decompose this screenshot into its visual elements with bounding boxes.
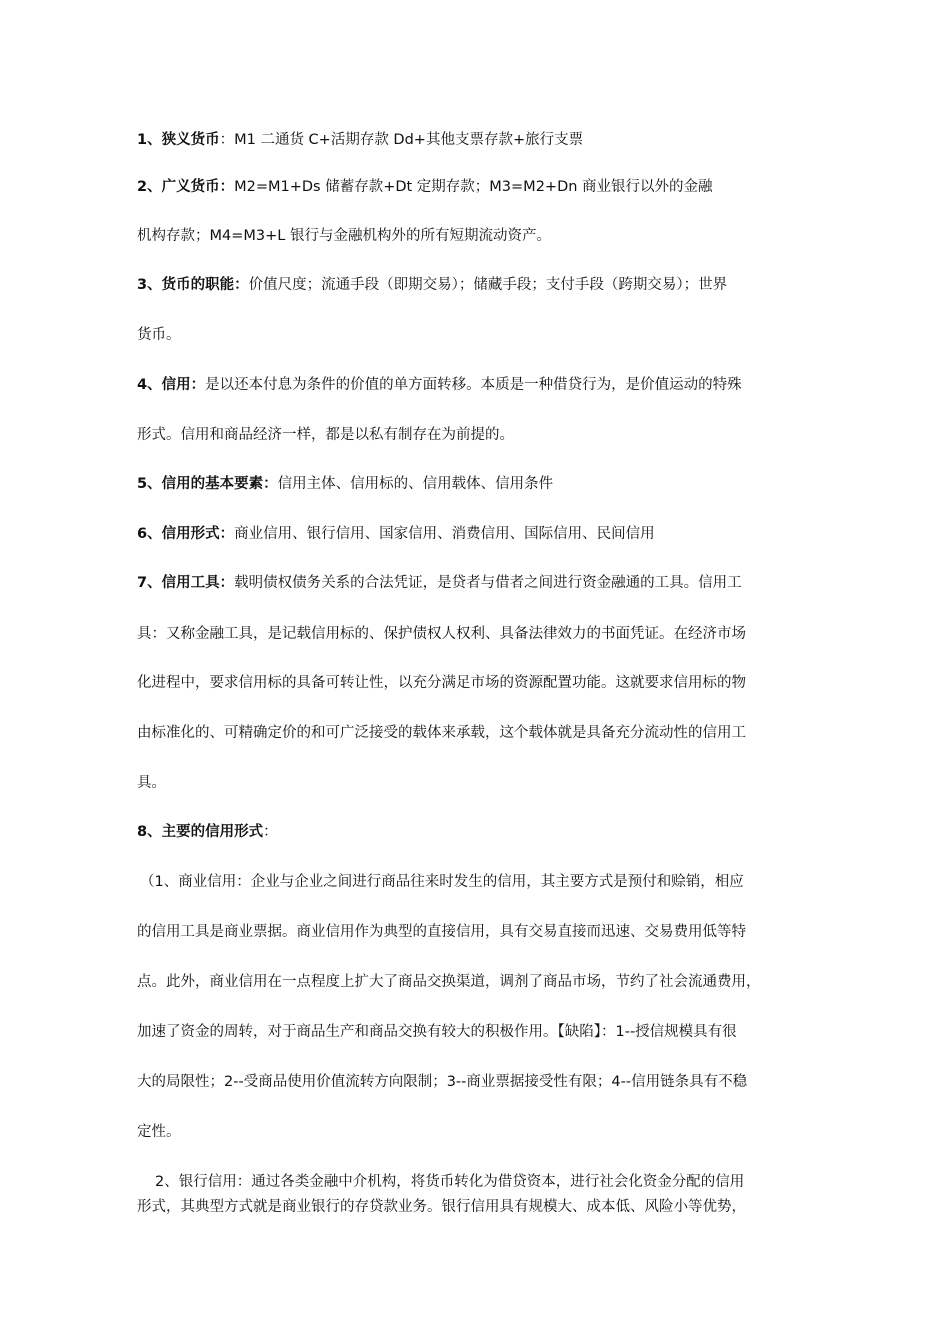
line-2: 2、广义货币：M2=M1+Ds 储蓄存款+Dt 定期存款；M3=M2+Dn 商业银行以外的金融 [137,179,713,195]
term-money-functions: 3、货币的职能： [137,277,249,293]
line-21: 定性。 [137,1124,181,1140]
term-main-credit-forms: 8、主要的信用形式 [137,824,264,840]
line-13: 由标准化的、可精确定价的和可广泛接受的载体来承载，这个载体就是具备充分流动性的信用工 [137,725,746,741]
line-19: 加速了资金的周转，对于商品生产和商品交换有较大的积极作用。【缺陷】：1--授信规模具有很 [137,1024,737,1040]
line-23: 形式，其典型方式就是商业银行的存贷款业务。银行信用具有规模大、成本低、风险小等优势， [137,1199,746,1215]
line-1: 1、狭义货币：M1 二通货 C+活期存款 Dd+其他支票存款+旅行支票 [137,132,584,148]
line-6: 4、信用：是以还本付息为条件的价值的单方面转移。本质是一种借贷行为，是价值运动的特殊 [137,377,742,393]
line-17: 的信用工具是商业票据。商业信用作为典型的直接信用，具有交易直接而迅速、交易费用低等特 [137,924,746,940]
line-15: 8、主要的信用形式： [137,824,278,840]
line-7: 形式。信用和商品经济一样，都是以私有制存在为前提的。 [137,427,514,443]
line-22: 2、银行信用：通过各类金融中介机构，将货币转化为借贷资本，进行社会化资金分配的信用 [155,1174,745,1190]
line-18: 点。此外，商业信用在一点程度上扩大了商品交换渠道，调剂了商品市场，节约了社会流通费用， [137,974,761,990]
line-8: 5、信用的基本要素：信用主体、信用标的、信用载体、信用条件 [137,476,554,492]
line-3: 机构存款；M4=M3+L 银行与金融机构外的所有短期流动资产。 [137,228,551,244]
line-12: 化进程中，要求信用标的具备可转让性，以充分满足市场的资源配置功能。这就要求信用标的物 [137,675,746,691]
term-credit-instruments: 7、信用工具： [137,575,235,591]
line-10: 7、信用工具：载明债权债务关系的合法凭证，是贷者与借者之间进行资金融通的工具。信用工 [137,575,742,591]
line-9: 6、信用形式：商业信用、银行信用、国家信用、消费信用、国际信用、民间信用 [137,526,655,542]
term-credit-forms: 6、信用形式： [137,526,235,542]
line-11: 具：又称金融工具，是记载信用标的、保护债权人权利、具备法律效力的书面凭证。在经济市场 [137,626,746,642]
line-4: 3、货币的职能：价值尺度；流通手段（即期交易）；储藏手段；支付手段（跨期交易）；世界 [137,277,728,293]
term-credit: 4、信用： [137,377,206,393]
term-credit-elements: 5、信用的基本要素： [137,476,278,492]
line-14: 具。 [137,775,166,791]
term-narrow-money: 1、狭义货币 [137,132,220,148]
line-20: 大的局限性；2--受商品使用价值流转方向限制；3--商业票据接受性有限；4--信用链条具有不稳 [137,1074,748,1090]
line-16: （1、商业信用：企业与企业之间进行商品往来时发生的信用，其主要方式是预付和赊销，相应 [140,874,744,890]
term-broad-money: 2、广义货币： [137,179,235,195]
line-5: 货币。 [137,327,181,343]
